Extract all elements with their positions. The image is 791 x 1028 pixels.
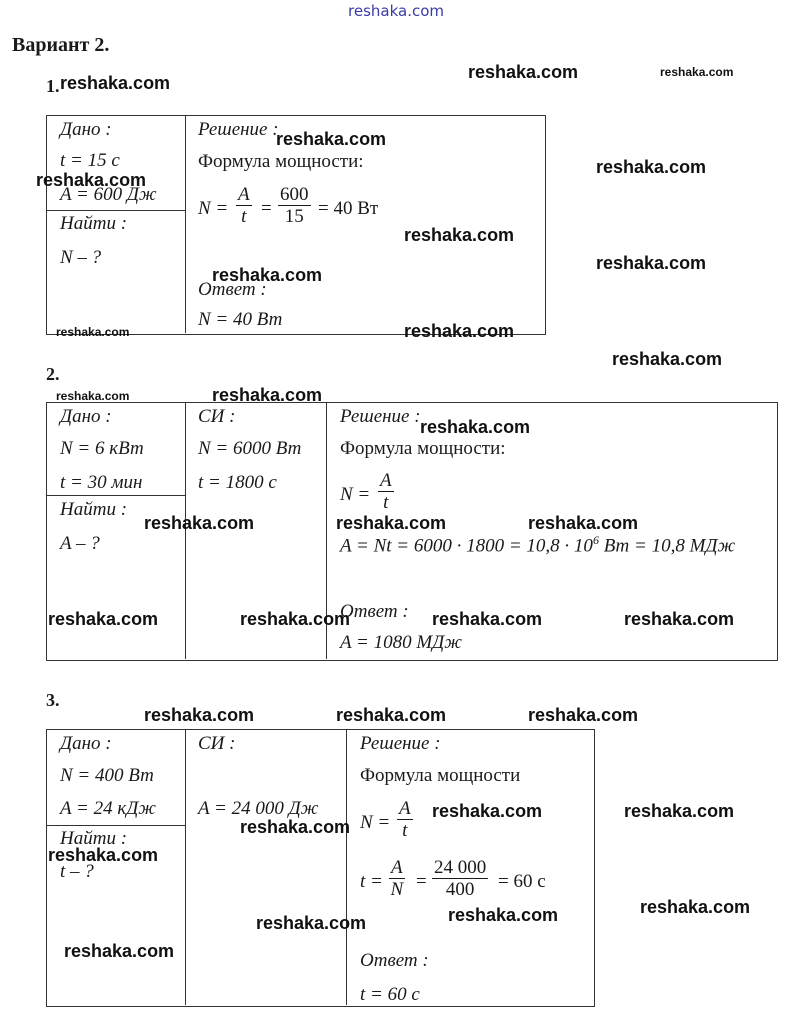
site-link[interactable]: reshaka.com (348, 2, 444, 20)
task1-given-divider (46, 210, 185, 211)
task1-number: 1. (46, 76, 60, 96)
task3-solution-header: Решение : (360, 733, 441, 754)
task3-answer: t = 60 с (360, 984, 420, 1005)
task2-calculation: $A = Nt = 6000 \cdot 1800 = 10,8 \cdot 10^6$ Вт = 10,8 МДж (340, 533, 736, 557)
task2-number: 2. (46, 364, 60, 384)
task1-eq-lhs: N = (198, 198, 229, 219)
task2-find-header: Найти : (60, 499, 128, 520)
watermark: reshaka.com (56, 389, 130, 403)
task3-eq2-rhs: = 60 с (498, 871, 546, 892)
task3-fraction-2: $\frac{A}{N}$ (390, 857, 404, 900)
watermark: reshaka.com (624, 801, 735, 821)
task3-given-2: A = 24 кДж (60, 798, 156, 819)
watermark: reshaka.com (404, 225, 515, 245)
watermark: reshaka.com (660, 65, 734, 79)
watermark: reshaka.com (144, 513, 255, 533)
task3-eq1-lhs: N = (360, 812, 391, 833)
watermark: reshaka.com (432, 609, 543, 629)
task2-eq-lhs: N = (340, 484, 371, 505)
task3-given-divider (46, 825, 185, 826)
task1-formula-title: Формула мощности: (198, 151, 364, 172)
task2-si-2: t = 1800 с (198, 472, 277, 493)
task1-answer: N = 40 Вт (198, 309, 283, 330)
task2-si-header: СИ : (198, 406, 236, 427)
watermark: reshaka.com (528, 705, 639, 725)
task2-formula-title: Формула мощности: (340, 438, 506, 459)
task3-eq2-lhs: t = (360, 871, 383, 892)
watermark: reshaka.com (212, 265, 323, 285)
watermark: reshaka.com (596, 157, 707, 177)
task3-given-1: N = 400 Вт (60, 765, 154, 786)
watermark: reshaka.com (60, 73, 171, 93)
watermark: reshaka.com (468, 62, 579, 82)
task3-si-header: СИ : (198, 733, 236, 754)
watermark: reshaka.com (240, 609, 351, 629)
task3-divider-1 (185, 729, 186, 1005)
task3-fraction-1: $\frac{A}{t}$ (399, 798, 411, 841)
task1-divider (185, 115, 186, 333)
task3-divider-2 (346, 729, 347, 1005)
task3-si-1: A = 24 000 Дж (198, 798, 319, 819)
task3-eq2-mid: = (416, 871, 427, 892)
task3-fraction-3: $\frac{24 000}{400}$ (434, 857, 487, 900)
task3-formula-title: Формула мощности (360, 765, 521, 786)
watermark: reshaka.com (336, 513, 447, 533)
task1-eq-mid: = (261, 198, 272, 219)
watermark: reshaka.com (432, 801, 543, 821)
task1-given-2: A = 600 Дж (60, 184, 157, 205)
watermark: reshaka.com (144, 705, 255, 725)
task2-given-header: Дано : (60, 406, 112, 427)
task1-fraction-1: $\frac{A}{t}$ (238, 184, 250, 227)
task2-given-divider (46, 495, 185, 496)
task2-find: A – ? (60, 533, 100, 554)
watermark: reshaka.com (596, 253, 707, 273)
task1-find: N – ? (60, 247, 102, 268)
task3-find-header: Найти : (60, 828, 128, 849)
task3-find: t – ? (60, 861, 94, 882)
watermark: reshaka.com (276, 129, 387, 149)
watermark: reshaka.com (448, 905, 559, 925)
watermark: reshaka.com (420, 417, 531, 437)
watermark: reshaka.com (36, 170, 147, 190)
watermark: reshaka.com (64, 941, 175, 961)
task2-given-1: N = 6 кВт (60, 438, 144, 459)
watermark: reshaka.com (212, 385, 323, 405)
watermark: reshaka.com (528, 513, 639, 533)
task2-solution-header: Решение : (340, 406, 421, 427)
watermark: reshaka.com (404, 321, 515, 341)
task3-number: 3. (46, 690, 60, 710)
watermark: reshaka.com (256, 913, 367, 933)
task2-answer: A = 1080 МДж (340, 632, 462, 653)
task3-given-header: Дано : (60, 733, 112, 754)
task3-answer-header: Ответ : (360, 950, 429, 971)
task1-solution-header: Решение : (198, 119, 279, 140)
task1-find-header: Найти : (60, 213, 128, 234)
task1-given-header: Дано : (60, 119, 112, 140)
page-title: Вариант 2. (12, 34, 110, 56)
task1-eq-rhs: = 40 Вт (318, 198, 379, 219)
watermark: reshaka.com (48, 609, 159, 629)
watermark: reshaka.com (336, 705, 447, 725)
watermark: reshaka.com (612, 349, 723, 369)
watermark: reshaka.com (48, 845, 159, 865)
watermark: reshaka.com (640, 897, 751, 917)
watermark: reshaka.com (624, 609, 735, 629)
task2-given-2: t = 30 мин (60, 472, 143, 493)
task2-fraction: $\frac{A}{t}$ (380, 470, 392, 513)
task1-answer-header: Ответ : (198, 279, 267, 300)
task1-fraction-2: $\frac{600}{15}$ (280, 184, 309, 227)
watermark: reshaka.com (56, 325, 130, 339)
task2-si-1: N = 6000 Вт (198, 438, 302, 459)
task1-given-1: t = 15 с (60, 150, 120, 171)
watermark: reshaka.com (240, 817, 351, 837)
task2-answer-header: Ответ : (340, 601, 409, 622)
